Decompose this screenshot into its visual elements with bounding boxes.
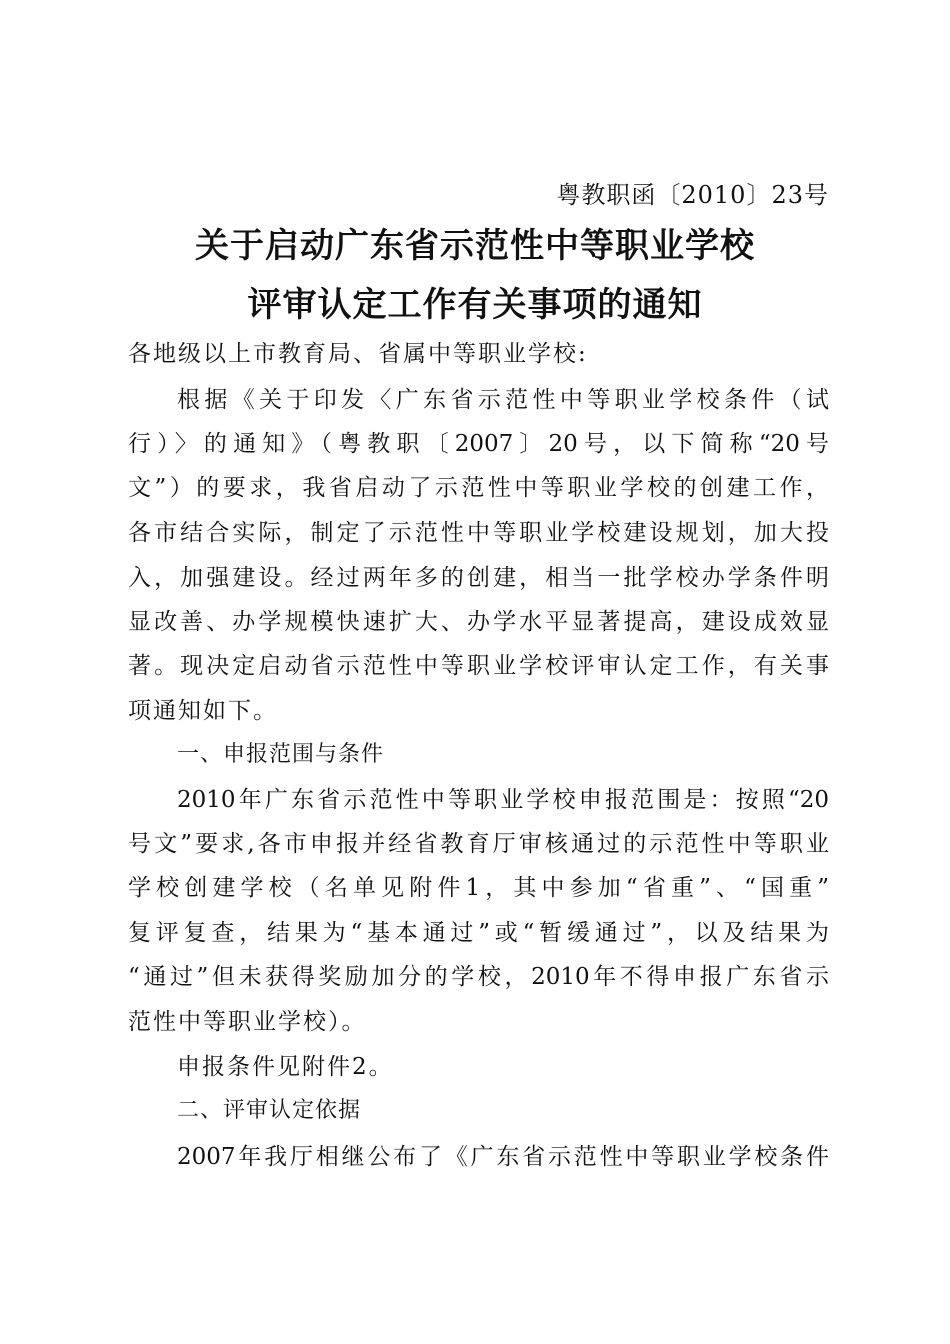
- body-line: 各市结合实际，制定了示范性中等职业学校建设规划，加大投: [128, 520, 829, 546]
- body-line: 复评复查，结果为“基本通过”或“暂缓通过”，以及结果为: [128, 920, 829, 946]
- section-heading-2: 二、评审认定依据: [177, 1098, 362, 1123]
- body-line: 根据《关于印发〈广东省示范性中等职业学校条件（试: [177, 387, 829, 413]
- body-line: 号文”要求,各市申报并经省教育厅审核通过的示范性中等职业: [128, 831, 829, 857]
- body-line: 学校创建学校（名单见附件1，其中参加“省重”、“国重”: [128, 875, 829, 901]
- body-line: 范性中等职业学校）。: [128, 1009, 367, 1035]
- body-line: 行）〉的通知》（粤教职〔2007〕20号，以下简称“20号: [128, 431, 829, 457]
- section-heading-1: 一、申报范围与条件: [177, 742, 385, 767]
- body-line: 项通知如下。: [128, 698, 278, 724]
- section-note: 申报条件见附件2。: [177, 1054, 394, 1080]
- body-line: 著。现决定启动省示范性中等职业学校评审认定工作，有关事: [128, 653, 829, 679]
- body-line: 显改善、办学规模快速扩大、办学水平显著提高，建设成效显: [128, 609, 829, 635]
- body-line: 入，加强建设。经过两年多的创建，相当一批学校办学条件明: [128, 565, 829, 591]
- body-line: 文”）的要求，我省启动了示范性中等职业学校的创建工作，: [128, 475, 829, 501]
- document-number: 粤教职函〔2010〕23号: [556, 181, 829, 209]
- body-line: 2010年广东省示范性中等职业学校申报范围是：按照“20: [177, 787, 829, 813]
- body-line: “通过”但未获得奖励加分的学校，2010年不得申报广东省示: [128, 964, 829, 990]
- document-title-line-1: 关于启动广东省示范性中等职业学校: [195, 226, 755, 266]
- body-line: 2007年我厅相继公布了《广东省示范性中等职业学校条件: [177, 1144, 829, 1170]
- salutation: 各地级以上市教育局、省属中等职业学校:: [128, 341, 588, 367]
- document-title-line-2: 评审认定工作有关事项的通知: [247, 285, 703, 325]
